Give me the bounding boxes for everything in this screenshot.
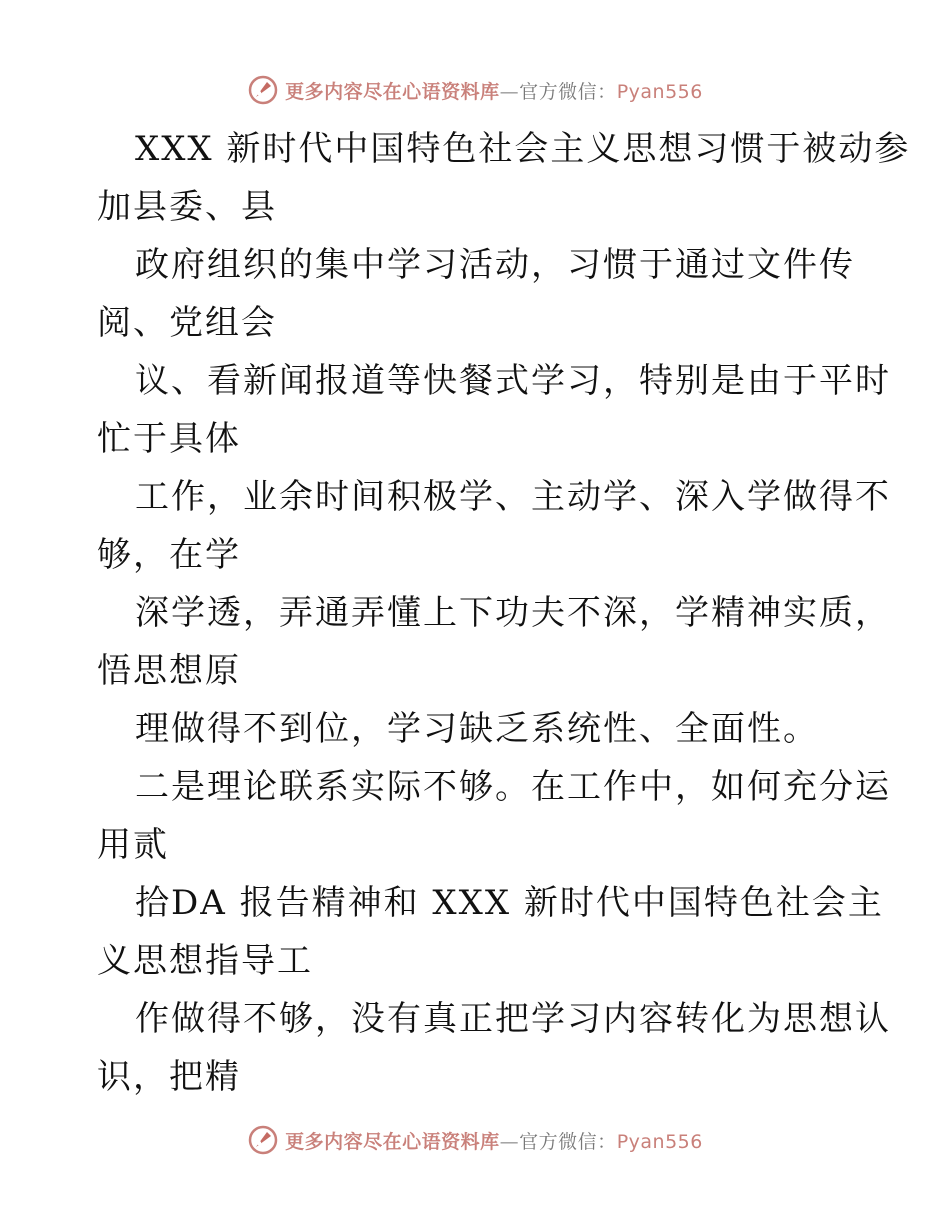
body-line: XXX 新时代中国特色社会主义思想习惯于被动参 — [135, 129, 911, 169]
pen-nib-logo-icon — [247, 1124, 279, 1156]
body-line: 深学透，弄通弄懂上下功夫不深，学精神实质， — [135, 593, 891, 633]
body-line: 工作，业余时间积极学、主动学、深入学做得不 — [135, 477, 891, 517]
body-line: 加县委、县 — [97, 187, 277, 227]
footer-dash: — — [499, 1130, 520, 1153]
footer-wechat-label: 官方微信： — [519, 1130, 617, 1153]
header-handle: Pyan556 — [616, 80, 703, 103]
header-lead: 更多内容尽在心语资料库 — [285, 80, 500, 103]
document-body — [0, 120, 950, 1110]
body-line: 识，把精 — [97, 1057, 241, 1097]
body-line: 用贰 — [97, 825, 169, 865]
body-line: 悟思想原 — [97, 651, 241, 691]
footer-handle: Pyan556 — [616, 1130, 703, 1153]
header-text — [285, 77, 703, 104]
body-line: 作做得不够，没有真正把学习内容转化为思想认 — [135, 999, 891, 1039]
body-line: 二是理论联系实际不够。在工作中，如何充分运 — [135, 767, 891, 807]
body-line: 阅、党组会 — [97, 303, 277, 343]
body-line: 够，在学 — [97, 535, 241, 575]
header-banner — [0, 70, 950, 110]
body-line: 忙于具体 — [97, 419, 241, 459]
body-line: 议、看新闻报道等快餐式学习，特别是由于平时 — [135, 361, 891, 401]
footer-lead: 更多内容尽在心语资料库 — [285, 1130, 500, 1153]
footer-banner — [0, 1120, 950, 1160]
pen-nib-logo-icon — [247, 74, 279, 106]
body-line: 政府组织的集中学习活动，习惯于通过文件传 — [135, 245, 855, 285]
header-dash: — — [499, 80, 520, 103]
header-wechat-label: 官方微信： — [519, 80, 617, 103]
body-line: 拾DA 报告精神和 XXX 新时代中国特色社会主 — [135, 883, 884, 923]
body-line: 义思想指导工 — [97, 941, 313, 981]
body-line: 理做得不到位，学习缺乏系统性、全面性。 — [135, 709, 819, 749]
footer-text — [285, 1127, 703, 1154]
